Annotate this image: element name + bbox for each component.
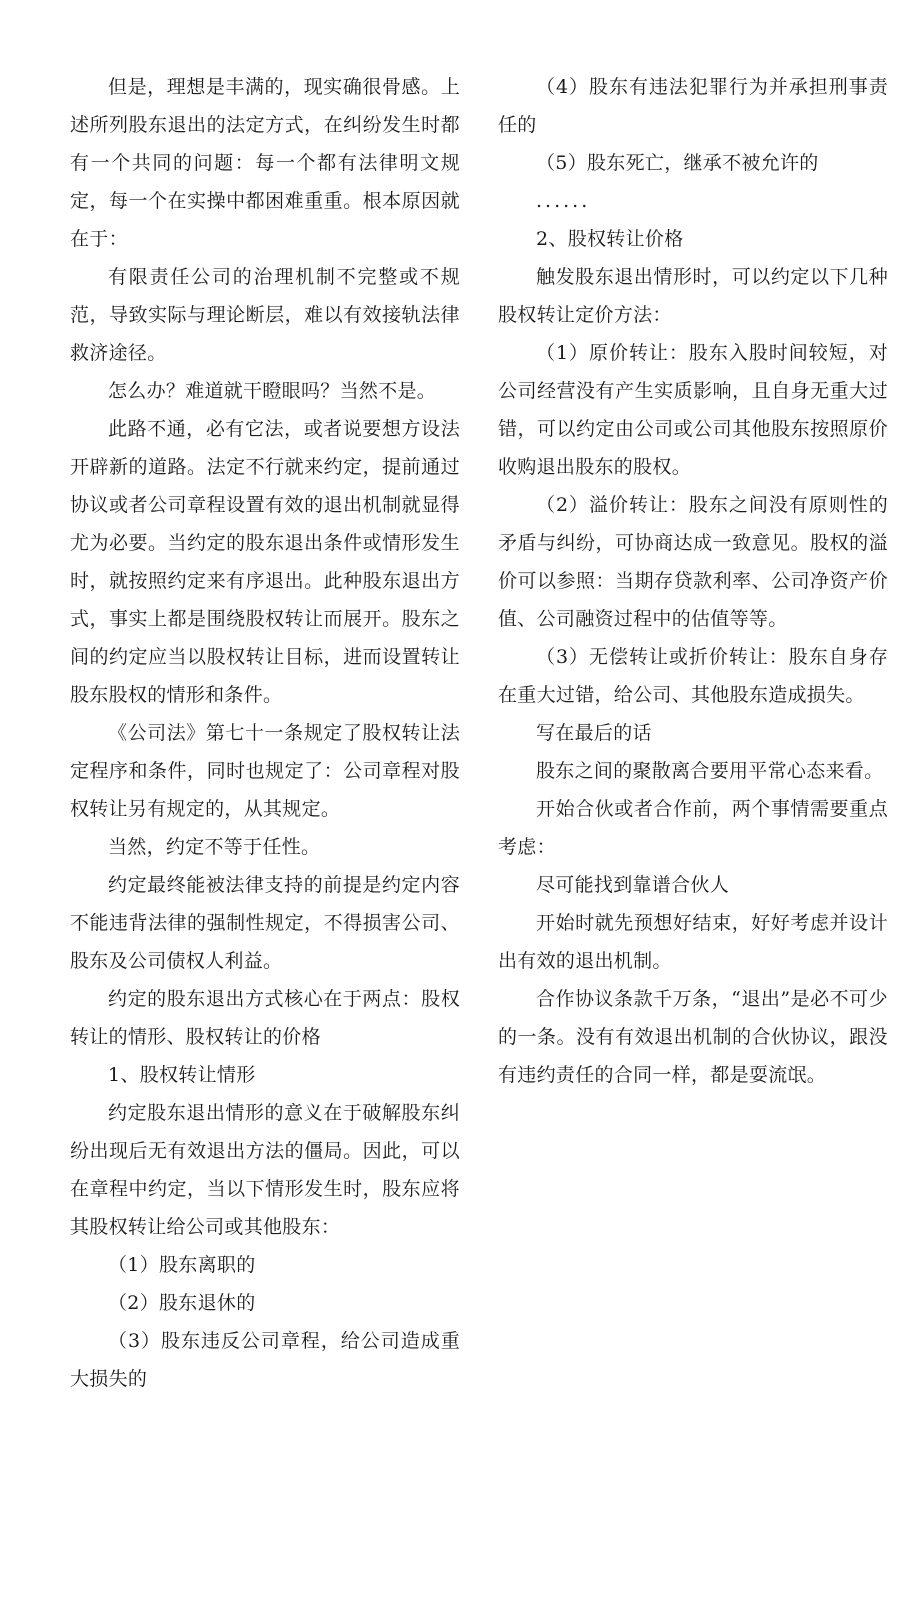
paragraph-legal-premise: 约定最终能被法律支持的前提是约定内容不能违背法律的强制性规定，不得损害公司、股东及公司债权人利益。 (70, 874, 460, 972)
section-heading-transfer-situations: 1、股权转让情形 (108, 1064, 256, 1086)
paragraph-exit-situations: 约定股东退出情形的意义在于破解股东纠纷出现后无有效退出方法的僵局。因此，可以在章程中约定，当以下情形发生时，股东应将其股权转让给公司或其他股东： (70, 1102, 460, 1238)
paragraph-what-to-do: 怎么办？难道就干瞪眼吗？当然不是。 (108, 380, 437, 402)
paragraph-two-points: 约定的股东退出方式核心在于两点：股权转让的情形、股权转让的价格 (70, 988, 460, 1048)
paragraph-company-law: 《公司法》第七十一条规定了股权转让法定程序和条件，同时也规定了：公司章程对股权转让另有规定的，从其规定。 (70, 722, 460, 820)
paragraph-calm-mindset: 股东之间的聚散离合要用平常心态来看。 (536, 760, 884, 782)
paragraph-agreed-exit: 此路不通，必有它法，或者说要想方设法开辟新的道路。法定不行就来约定，提前通过协议或者公司章程设置有效的退出机制就显得尤为必要。当约定的股东退出条件或情形发生时，就按照约定来有序退出。此种股东退出方式，事实上都是围绕股权转让而展开。股东之间的约定应当以股权转让目标，进而设置转让股东股权的情形和条件。 (70, 418, 460, 706)
paragraph-exit-clause: 合作协议条款千万条，“退出”是必不可少的一条。没有有效退出机制的合伙协议，跟没有违约责任的合同一样，都是耍流氓。 (498, 988, 888, 1086)
section-heading-transfer-price: 2、股权转让价格 (536, 228, 684, 250)
left-column (70, 68, 460, 1398)
list-item-retirement: （2）股东退休的 (108, 1292, 256, 1314)
list-item-resignation: （1）股东离职的 (108, 1254, 256, 1276)
right-column (498, 68, 888, 1094)
list-item-death: （5）股东死亡，继承不被允许的 (536, 152, 819, 174)
paragraph-not-arbitrary: 当然，约定不等于任性。 (108, 836, 321, 858)
section-heading-final-words: 写在最后的话 (536, 722, 652, 744)
list-ellipsis: ...... (536, 190, 591, 212)
pricing-item-discount: （3）无偿转让或折价转让：股东自身存在重大过错，给公司、其他股东造成损失。 (498, 646, 888, 706)
pricing-item-original: （1）原价转让：股东入股时间较短，对公司经营没有产生实质影响，且自身无重大过错，可以约定由公司或公司其他股东按照原价收购退出股东的股权。 (498, 342, 888, 478)
paragraph-plan-exit: 开始时就先预想好结束，好好考虑并设计出有效的退出机制。 (498, 912, 888, 972)
paragraph-ideal-vs-reality: 但是，理想是丰满的，现实确很骨感。上述所列股东退出的法定方式，在纠纷发生时都有一个共同的问题：每一个都有法律明文规定，每一个在实操中都困难重重。根本原因就在于： (70, 76, 460, 250)
paragraph-pricing-methods: 触发股东退出情形时，可以约定以下几种股权转让定价方法： (498, 266, 888, 326)
pricing-item-premium: （2）溢价转让：股东之间没有原则性的矛盾与纠纷，可协商达成一致意见。股权的溢价可以参照：当期存贷款利率、公司净资产价值、公司融资过程中的估值等等。 (498, 494, 888, 630)
paragraph-two-things: 开始合伙或者合作前，两个事情需要重点考虑： (498, 798, 888, 858)
paragraph-reliable-partner: 尽可能找到靠谱合伙人 (536, 874, 730, 896)
list-item-criminal: （4）股东有违法犯罪行为并承担刑事责任的 (498, 76, 888, 136)
list-item-violation: （3）股东违反公司章程，给公司造成重大损失的 (70, 1330, 460, 1390)
paragraph-governance: 有限责任公司的治理机制不完整或不规范，导致实际与理论断层，难以有效接轨法律救济途径。 (70, 266, 460, 364)
